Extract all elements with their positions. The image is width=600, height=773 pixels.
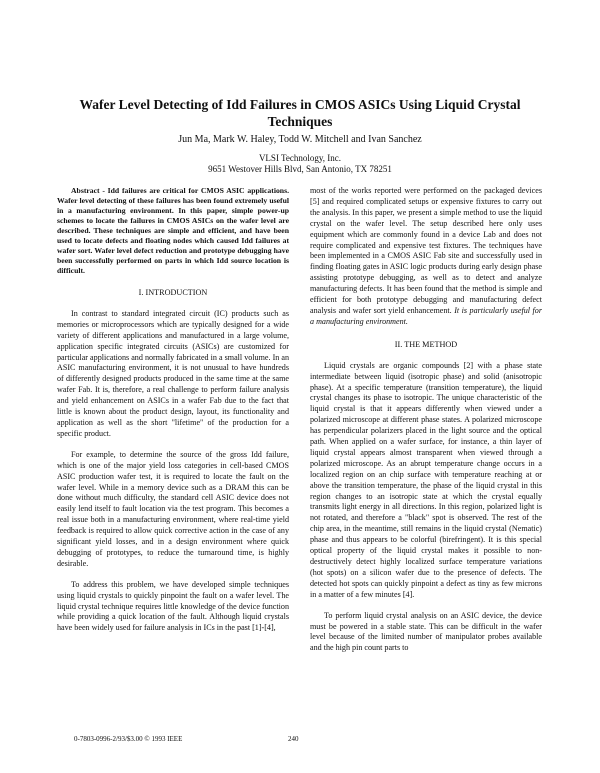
continued-text: most of the works reported were performed on the packaged devices [5] and required complicated setups or expensive fixtures to carry out the analysis. In this paper, we present a simple method to use the liquid crystal on the wafer level. The setup described here only uses equipment which are commonly found in a device Lab and does not require complicated and expensive test fixtures. The techniques have been implemented in a CMOS ASIC Fab site and successfully used in finding floating gates in ASIC logic products during early design phase assisting prototype debugging, as well as to detect and analyze manufacturing defects. It has been found that the method is simple and efficient for both prototype debugging and manufacturing defect analysis and wafer sort yield enhancement. [310, 186, 542, 315]
emphasized-text: It is particularly useful for a manufacturing environment. [310, 305, 542, 326]
section-heading-method: II. THE METHOD [394, 339, 458, 349]
body-paragraph: To address this problem, we have developed simple techniques using liquid crystals to quickly pinpoint the fault on a wafer level. The liquid crystal technique requires little knowledge of the device function while providing a quick location of the fault. Although liquid crystals have been widely used for failure analysis in ICs in the past [1]-[4], [57, 579, 289, 633]
abstract-paragraph: Abstract - Idd failures are critical for CMOS ASIC applications. Wafer level detecting of these failures has been found extremely useful in a manufacturing environment. In this paper, simple power-up schemes to locate the failures in CMOS ASICs on the wafer level are described. These techniques are simple and efficient, and have been used to locate defects and floating nodes which caused Idd failures at wafer sort. Wafer level defect reduction and prototype debugging have been successfully performed on parts in which Idd source location is difficult. [57, 186, 289, 275]
left-column [57, 186, 289, 634]
section-heading-introduction: I. INTRODUCTION [138, 288, 208, 297]
affiliation-address: 9651 Westover Hills Blvd, San Antonio, TX 78251 [208, 164, 392, 174]
right-column [310, 186, 542, 654]
body-paragraph: In contrast to standard integrated circuit (IC) products such as memories or microprocessors which are typically designed for a wide variety of different applications and manufactured in a large volume, application specific integrated circuits (ASICs) are customized for particular applications and normally fabricated in a small volume. In an ASIC manufacturing environment, it is not unusual to have hundreds of differently designed products produced in the same time at the same wafer Fab. It is, therefore, a real challenge to perform failure analysis and yield enhancement on ASICs in a wafer Fab due to the fact that little is known about the product design, layout, its functionality and application as well as the short "lifetime" of the production for a specific product. [57, 308, 289, 438]
affiliation-name: VLSI Technology, Inc. [258, 153, 342, 163]
body-paragraph: Liquid crystals are organic compounds [2] with a phase state intermediate between liquid (isotropic phase) and solid (anisotropic phase). At a specific temperature (transition temperature), the liquid crystal changes its phase to isotropic. The unique characteristic of the liquid crystal is that it appears differently when viewed under a polarized microscope at different phase states. A polarized microscope has perpendicular polarizers placed in the light source and the optical path. When applied on a wafer surface, for instance, a thin layer of liquid crystal appears almost transparent when viewed through a polarized microscope. As an abrupt temperature change occurs in a localized region on an chip surface with temperature reaching at or above the transition temperature, the phase of the liquid crystal in this region changes to an isotropic state at which the crystal equally transmits light energy in all directions. In this region, polarized light is not rotated, and therefore a "black" spot is observed. The rest of the chip area, in the meantime, still remains in the liquid crystal (Nematic) phase and thus appears to be colorful (birefringent). It is this special optical property of the liquid crystal makes it possible to non-destructively detect highly localized surface temperature variations (hot spots) on a silicon wafer due to the presence of defects. The detected hot spots can quickly pinpoint a defect as tiny as few microns in a matter of a few minutes [4]. [310, 360, 542, 599]
author-list: Jun Ma, Mark W. Haley, Todd W. Mitchell and Ivan Sanchez [178, 134, 422, 145]
page-number: 240 [288, 735, 299, 743]
body-paragraph [310, 186, 542, 328]
affiliation-block [60, 153, 540, 175]
paper-title: Wafer Level Detecting of Idd Failures in CMOS ASICs Using Liquid Crystal Techniques [79, 97, 521, 129]
copyright-footer: 0-7803-0996-2/93/$3.00 © 1993 IEEE [74, 735, 183, 743]
body-paragraph: For example, to determine the source of the gross Idd failure, which is one of the major yield loss categories in cell-based CMOS ASIC production wafer test, it is required to locate the fault on the wafer level. While in a memory device such as a DRAM this can be done without much difficulty, the standard cell ASIC device does not easily lend itself to fault location via the test program. This becomes a real issue both in a manufacturing environment, where real-time yield feedback is required to allow quick corrective action in the case of any significant yield losses, and in a design environment where quick debugging of prototypes, to reduce the turnaround time, is highly desirable. [57, 449, 289, 568]
body-paragraph: To perform liquid crystal analysis on an ASIC device, the device must be powered in a stable state. This can be difficult in the wafer level because of the limited number of manipulator probes available and the high pin count parts to [310, 610, 542, 653]
